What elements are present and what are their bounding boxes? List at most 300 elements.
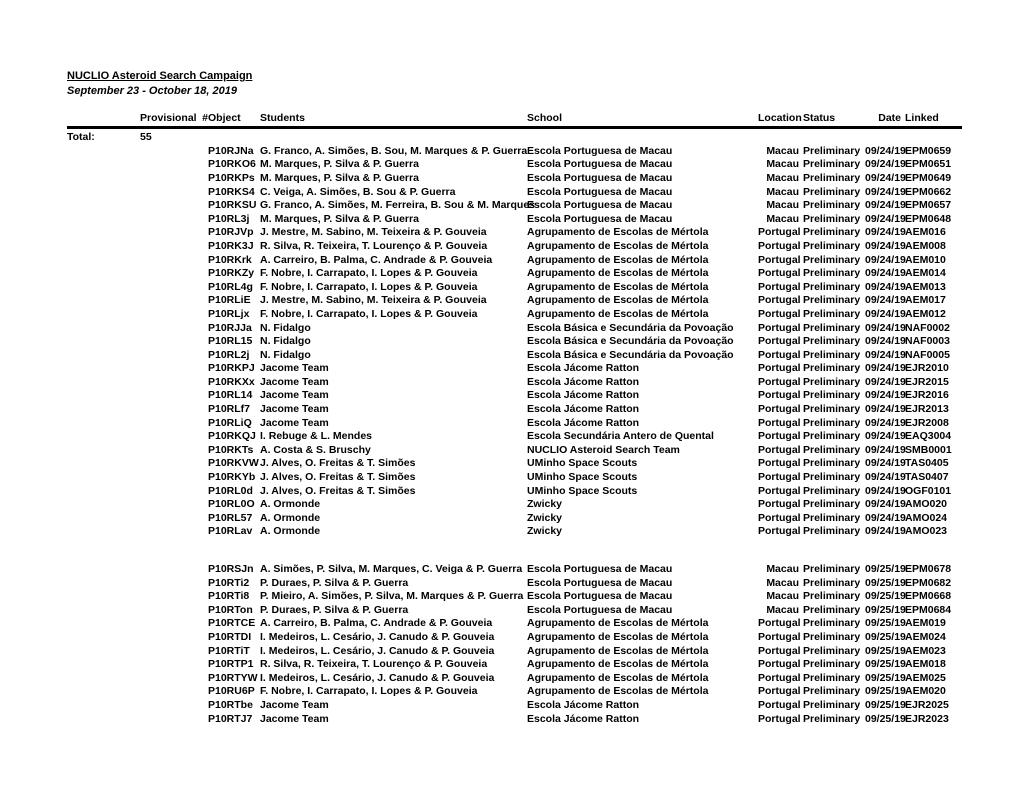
cell-students: F. Nobre, I. Carrapato, I. Lopes & P. Gouveia xyxy=(260,267,478,280)
cell-location: Portugal xyxy=(758,498,801,511)
cell-linked: AMO023 xyxy=(905,525,948,538)
cell-students: R. Silva, R. Teixeira, T. Lourenço & P. Gouveia xyxy=(260,239,488,252)
table-body xyxy=(67,144,962,725)
cell-linked: NAF0002 xyxy=(905,321,950,334)
cell-status: Preliminary xyxy=(803,685,861,698)
cell-object: P10RL2j xyxy=(208,348,250,361)
table-row xyxy=(67,685,962,699)
cell-date: 09/25/19 xyxy=(865,576,906,589)
table-row xyxy=(67,712,962,726)
cell-linked: EPM0662 xyxy=(905,185,952,198)
cell-status: Preliminary xyxy=(803,525,861,538)
cell-students: C. Veiga, A. Simões, B. Sou & P. Guerra xyxy=(260,185,456,198)
cell-location: Portugal xyxy=(758,335,801,348)
cell-linked: NAF0005 xyxy=(905,348,950,361)
cell-date: 09/24/19 xyxy=(865,362,906,375)
table-row xyxy=(67,212,962,226)
table-row xyxy=(67,617,962,631)
table-row xyxy=(67,321,962,335)
cell-object: P10RL15 xyxy=(208,335,253,348)
cell-linked: TAS0405 xyxy=(905,457,949,470)
cell-status: Preliminary xyxy=(803,403,861,416)
cell-date: 09/24/19 xyxy=(865,294,906,307)
cell-date: 09/24/19 xyxy=(865,416,906,429)
cell-linked: EPM0684 xyxy=(905,603,952,616)
section-gap xyxy=(67,538,962,562)
table-row xyxy=(67,253,962,267)
cell-students: I. Rebuge & L. Mendes xyxy=(260,430,373,443)
cell-linked: AEM019 xyxy=(905,617,946,630)
cell-location: Macau xyxy=(766,199,799,212)
cell-linked: AEM014 xyxy=(905,267,946,280)
table-row xyxy=(67,525,962,539)
cell-object: P10RL0O xyxy=(208,498,255,511)
cell-date: 09/24/19 xyxy=(865,307,906,320)
cell-students: A. Simões, P. Silva, M. Marques, C. Veiga & P. Guerra xyxy=(260,563,523,576)
cell-school: Agrupamento de Escolas de Mértola xyxy=(527,280,709,293)
cell-object: P10RTiT xyxy=(208,644,250,657)
cell-school: Escola Básica e Secundária da Povoação xyxy=(527,321,734,334)
cell-location: Macau xyxy=(766,144,799,157)
cell-date: 09/25/19 xyxy=(865,590,906,603)
cell-school: Agrupamento de Escolas de Mértola xyxy=(527,307,709,320)
cell-linked: AEM025 xyxy=(905,671,946,684)
cell-school: Escola Jácome Ratton xyxy=(527,416,640,429)
cell-linked: EJR2008 xyxy=(905,416,949,429)
cell-object: P10RLiQ xyxy=(208,416,252,429)
cell-object: P10RKXx xyxy=(208,375,255,388)
cell-location: Portugal xyxy=(758,471,801,484)
header-provisional: Provisional xyxy=(140,111,197,124)
cell-school: Agrupamento de Escolas de Mértola xyxy=(527,267,709,280)
cell-location: Portugal xyxy=(758,644,801,657)
cell-date: 09/25/19 xyxy=(865,603,906,616)
cell-students: Jacome Team xyxy=(260,416,329,429)
cell-date: 09/24/19 xyxy=(865,267,906,280)
table-row xyxy=(67,657,962,671)
cell-school: Escola Portuguesa de Macau xyxy=(527,185,673,198)
table-row xyxy=(67,266,962,280)
cell-object: P10RU6P xyxy=(208,685,255,698)
cell-status: Preliminary xyxy=(803,698,861,711)
page-subtitle: September 23 - October 18, 2019 xyxy=(67,85,237,97)
cell-students: P. Mieiro, A. Simões, P. Silva, M. Marques & P. Guerra xyxy=(260,590,524,603)
cell-object: P10RTDI xyxy=(208,630,252,643)
cell-linked: EAQ3004 xyxy=(905,430,952,443)
cell-object: P10RKSU xyxy=(208,199,257,212)
cell-linked: EPM0648 xyxy=(905,212,952,225)
cell-students: R. Silva, R. Teixeira, T. Lourenço & P. Gouveia xyxy=(260,658,488,671)
cell-location: Portugal xyxy=(758,389,801,402)
total-row xyxy=(67,129,962,144)
cell-location: Portugal xyxy=(758,362,801,375)
cell-students: Jacome Team xyxy=(260,712,329,725)
cell-date: 09/24/19 xyxy=(865,280,906,293)
cell-school: Agrupamento de Escolas de Mértola xyxy=(527,630,709,643)
cell-students: Jacome Team xyxy=(260,362,329,375)
cell-students: I. Medeiros, L. Cesário, J. Canudo & P. Gouveia xyxy=(260,671,495,684)
cell-date: 09/25/19 xyxy=(865,671,906,684)
cell-status: Preliminary xyxy=(803,416,861,429)
cell-location: Macau xyxy=(766,158,799,171)
cell-location: Macau xyxy=(766,185,799,198)
cell-object: P10RKYb xyxy=(208,471,256,484)
cell-location: Portugal xyxy=(758,416,801,429)
cell-linked: EJR2015 xyxy=(905,375,949,388)
cell-object: P10RTbe xyxy=(208,698,253,711)
cell-location: Portugal xyxy=(758,658,801,671)
cell-school: Agrupamento de Escolas de Mértola xyxy=(527,685,709,698)
cell-status: Preliminary xyxy=(803,226,861,239)
cell-date: 09/24/19 xyxy=(865,239,906,252)
cell-school: UMinho Space Scouts xyxy=(527,484,638,497)
cell-location: Portugal xyxy=(758,253,801,266)
cell-school: Agrupamento de Escolas de Mértola xyxy=(527,617,709,630)
cell-school: Escola Portuguesa de Macau xyxy=(527,212,673,225)
cell-linked: AEM018 xyxy=(905,658,946,671)
cell-location: Portugal xyxy=(758,348,801,361)
cell-students: A. Costa & S. Bruschy xyxy=(260,443,371,456)
cell-students: A. Carreiro, B. Palma, C. Andrade & P. Gouveia xyxy=(260,253,493,266)
table-row xyxy=(67,375,962,389)
cell-location: Portugal xyxy=(758,443,801,456)
cell-status: Preliminary xyxy=(803,171,861,184)
table-row xyxy=(67,497,962,511)
cell-status: Preliminary xyxy=(803,239,861,252)
cell-date: 09/24/19 xyxy=(865,335,906,348)
cell-object: P10RJNa xyxy=(208,144,254,157)
cell-location: Portugal xyxy=(758,685,801,698)
cell-status: Preliminary xyxy=(803,471,861,484)
cell-date: 09/24/19 xyxy=(865,443,906,456)
cell-status: Preliminary xyxy=(803,199,861,212)
cell-location: Portugal xyxy=(758,280,801,293)
cell-linked: AEM013 xyxy=(905,280,946,293)
cell-school: Agrupamento de Escolas de Mértola xyxy=(527,253,709,266)
cell-date: 09/25/19 xyxy=(865,658,906,671)
cell-status: Preliminary xyxy=(803,630,861,643)
cell-object: P10RL0d xyxy=(208,484,253,497)
table-row xyxy=(67,294,962,308)
cell-status: Preliminary xyxy=(803,335,861,348)
cell-date: 09/24/19 xyxy=(865,348,906,361)
cell-location: Portugal xyxy=(758,457,801,470)
cell-students: A. Ormonde xyxy=(260,525,321,538)
table-row xyxy=(67,185,962,199)
cell-status: Preliminary xyxy=(803,658,861,671)
table-row xyxy=(67,484,962,498)
cell-linked: EPM0657 xyxy=(905,199,952,212)
table-header-row xyxy=(67,109,962,129)
cell-school: Agrupamento de Escolas de Mértola xyxy=(527,671,709,684)
cell-date: 09/24/19 xyxy=(865,430,906,443)
cell-date: 09/24/19 xyxy=(865,321,906,334)
cell-status: Preliminary xyxy=(803,457,861,470)
cell-linked: AEM010 xyxy=(905,253,946,266)
cell-school: Escola Portuguesa de Macau xyxy=(527,158,673,171)
table-row xyxy=(67,144,962,158)
cell-linked: AMO020 xyxy=(905,498,948,511)
cell-school: Escola Jácome Ratton xyxy=(527,403,640,416)
cell-students: Jacome Team xyxy=(260,403,329,416)
cell-school: Agrupamento de Escolas de Mértola xyxy=(527,658,709,671)
cell-linked: AEM016 xyxy=(905,226,946,239)
cell-object: P10RTon xyxy=(208,603,253,616)
cell-location: Portugal xyxy=(758,239,801,252)
table-row xyxy=(67,644,962,658)
cell-date: 09/24/19 xyxy=(865,498,906,511)
cell-object: P10RLav xyxy=(208,525,253,538)
cell-school: Zwicky xyxy=(527,525,563,538)
cell-school: Escola Jácome Ratton xyxy=(527,712,640,725)
cell-status: Preliminary xyxy=(803,158,861,171)
cell-status: Preliminary xyxy=(803,144,861,157)
cell-status: Preliminary xyxy=(803,712,861,725)
cell-students: F. Nobre, I. Carrapato, I. Lopes & P. Gouveia xyxy=(260,307,478,320)
table-row xyxy=(67,603,962,617)
cell-linked: AMO024 xyxy=(905,511,948,524)
cell-status: Preliminary xyxy=(803,307,861,320)
cell-object: P10RTYW xyxy=(208,671,258,684)
cell-object: P10RJVp xyxy=(208,226,254,239)
cell-school: Zwicky xyxy=(527,498,563,511)
cell-location: Portugal xyxy=(758,671,801,684)
cell-location: Portugal xyxy=(758,484,801,497)
cell-school: Agrupamento de Escolas de Mértola xyxy=(527,239,709,252)
cell-object: P10RTP1 xyxy=(208,658,254,671)
table-row xyxy=(67,457,962,471)
total-value: 55 xyxy=(140,130,152,143)
cell-location: Portugal xyxy=(758,307,801,320)
cell-linked: EPM0651 xyxy=(905,158,952,171)
cell-object: P10RL4g xyxy=(208,280,253,293)
cell-students: A. Carreiro, B. Palma, C. Andrade & P. Gouveia xyxy=(260,617,493,630)
cell-school: Agrupamento de Escolas de Mértola xyxy=(527,294,709,307)
cell-students: I. Medeiros, L. Cesário, J. Canudo & P. Gouveia xyxy=(260,630,495,643)
table-row xyxy=(67,198,962,212)
cell-students: N. Fidalgo xyxy=(260,348,311,361)
cell-school: Escola Portuguesa de Macau xyxy=(527,563,673,576)
cell-date: 09/25/19 xyxy=(865,644,906,657)
table-row xyxy=(67,239,962,253)
cell-location: Macau xyxy=(766,563,799,576)
cell-school: Escola Portuguesa de Macau xyxy=(527,171,673,184)
cell-school: Escola Portuguesa de Macau xyxy=(527,590,673,603)
cell-students: J. Alves, O. Freitas & T. Simões xyxy=(260,484,416,497)
cell-linked: AEM024 xyxy=(905,630,946,643)
cell-location: Portugal xyxy=(758,403,801,416)
cell-students: J. Alves, O. Freitas & T. Simões xyxy=(260,457,416,470)
table-row xyxy=(67,280,962,294)
cell-school: Agrupamento de Escolas de Mértola xyxy=(527,226,709,239)
cell-object: P10RKrk xyxy=(208,253,252,266)
cell-location: Portugal xyxy=(758,698,801,711)
header-location: Location xyxy=(758,111,802,124)
cell-linked: AEM012 xyxy=(905,307,946,320)
cell-students: F. Nobre, I. Carrapato, I. Lopes & P. Gouveia xyxy=(260,280,478,293)
cell-students: G. Franco, A. Simões, M. Ferreira, B. Sou & M. Marques xyxy=(260,199,536,212)
cell-linked: EJR2010 xyxy=(905,362,949,375)
cell-date: 09/24/19 xyxy=(865,226,906,239)
cell-object: P10RSJn xyxy=(208,563,254,576)
cell-students: J. Mestre, M. Sabino, M. Teixeira & P. Gouveia xyxy=(260,294,487,307)
cell-status: Preliminary xyxy=(803,185,861,198)
cell-students: N. Fidalgo xyxy=(260,335,311,348)
cell-linked: EJR2025 xyxy=(905,698,949,711)
table-row xyxy=(67,171,962,185)
cell-location: Portugal xyxy=(758,630,801,643)
cell-object: P10RTi2 xyxy=(208,576,250,589)
cell-status: Preliminary xyxy=(803,576,861,589)
cell-school: Escola Básica e Secundária da Povoação xyxy=(527,335,734,348)
cell-status: Preliminary xyxy=(803,321,861,334)
cell-location: Portugal xyxy=(758,226,801,239)
cell-status: Preliminary xyxy=(803,590,861,603)
cell-students: P. Duraes, P. Silva & P. Guerra xyxy=(260,576,409,589)
cell-date: 09/25/19 xyxy=(865,617,906,630)
cell-object: P10RKTs xyxy=(208,443,254,456)
cell-linked: OGF0101 xyxy=(905,484,952,497)
cell-location: Portugal xyxy=(758,511,801,524)
cell-linked: EJR2016 xyxy=(905,389,949,402)
cell-status: Preliminary xyxy=(803,511,861,524)
cell-linked: AEM017 xyxy=(905,294,946,307)
cell-location: Portugal xyxy=(758,294,801,307)
cell-date: 09/25/19 xyxy=(865,563,906,576)
cell-location: Macau xyxy=(766,590,799,603)
cell-location: Portugal xyxy=(758,375,801,388)
cell-object: P10RKPs xyxy=(208,171,255,184)
cell-students: Jacome Team xyxy=(260,698,329,711)
cell-status: Preliminary xyxy=(803,348,861,361)
cell-location: Portugal xyxy=(758,430,801,443)
header-students: Students xyxy=(260,111,305,124)
cell-status: Preliminary xyxy=(803,443,861,456)
cell-date: 09/25/19 xyxy=(865,698,906,711)
header-status: Status xyxy=(803,111,836,124)
cell-location: Portugal xyxy=(758,617,801,630)
cell-linked: SMB0001 xyxy=(905,443,952,456)
cell-object: P10RTi8 xyxy=(208,590,250,603)
cell-students: Jacome Team xyxy=(260,375,329,388)
cell-location: Portugal xyxy=(758,525,801,538)
table-row xyxy=(67,334,962,348)
cell-object: P10RKZy xyxy=(208,267,255,280)
table-row xyxy=(67,158,962,172)
cell-date: 09/24/19 xyxy=(865,484,906,497)
table-row xyxy=(67,443,962,457)
table-row xyxy=(67,307,962,321)
campaign-table xyxy=(67,109,962,725)
cell-students: M. Marques, P. Silva & P. Guerra xyxy=(260,158,419,171)
table-row xyxy=(67,511,962,525)
cell-school: Agrupamento de Escolas de Mértola xyxy=(527,644,709,657)
cell-school: Escola Jácome Ratton xyxy=(527,375,640,388)
cell-status: Preliminary xyxy=(803,603,861,616)
cell-object: P10RKPJ xyxy=(208,362,255,375)
cell-date: 09/24/19 xyxy=(865,158,906,171)
header-date: Date xyxy=(878,111,901,124)
cell-school: Escola Secundária Antero de Quental xyxy=(527,430,714,443)
cell-object: P10RKO6 xyxy=(208,158,256,171)
cell-linked: EPM0678 xyxy=(905,563,952,576)
cell-date: 09/24/19 xyxy=(865,471,906,484)
table-row xyxy=(67,671,962,685)
cell-school: UMinho Space Scouts xyxy=(527,471,638,484)
cell-date: 09/24/19 xyxy=(865,185,906,198)
cell-location: Macau xyxy=(766,171,799,184)
cell-students: Jacome Team xyxy=(260,389,329,402)
cell-object: P10RTJ7 xyxy=(208,712,253,725)
cell-students: J. Alves, O. Freitas & T. Simões xyxy=(260,471,416,484)
total-label: Total: xyxy=(67,130,95,143)
cell-date: 09/24/19 xyxy=(865,457,906,470)
cell-location: Macau xyxy=(766,603,799,616)
cell-status: Preliminary xyxy=(803,498,861,511)
cell-students: F. Nobre, I. Carrapato, I. Lopes & P. Gouveia xyxy=(260,685,478,698)
table-row xyxy=(67,429,962,443)
cell-status: Preliminary xyxy=(803,280,861,293)
cell-linked: AEM023 xyxy=(905,644,946,657)
table-row xyxy=(67,698,962,712)
cell-status: Preliminary xyxy=(803,617,861,630)
cell-school: NUCLIO Asteroid Search Team xyxy=(527,443,680,456)
cell-object: P10RL3j xyxy=(208,212,250,225)
cell-object: P10RLiE xyxy=(208,294,251,307)
table-row xyxy=(67,630,962,644)
cell-date: 09/25/19 xyxy=(865,630,906,643)
cell-date: 09/24/19 xyxy=(865,375,906,388)
cell-date: 09/25/19 xyxy=(865,685,906,698)
cell-students: M. Marques, P. Silva & P. Guerra xyxy=(260,171,419,184)
table-row xyxy=(67,416,962,430)
cell-object: P10RL14 xyxy=(208,389,253,402)
cell-status: Preliminary xyxy=(803,644,861,657)
cell-school: Escola Portuguesa de Macau xyxy=(527,603,673,616)
cell-linked: EPM0682 xyxy=(905,576,952,589)
page-title: NUCLIO Asteroid Search Campaign xyxy=(67,70,253,82)
cell-status: Preliminary xyxy=(803,212,861,225)
table-row xyxy=(67,589,962,603)
cell-students: M. Marques, P. Silva & P. Guerra xyxy=(260,212,419,225)
cell-school: Escola Básica e Secundária da Povoação xyxy=(527,348,734,361)
cell-status: Preliminary xyxy=(803,267,861,280)
cell-school: UMinho Space Scouts xyxy=(527,457,638,470)
table-row xyxy=(67,389,962,403)
cell-object: P10RKVW xyxy=(208,457,259,470)
cell-linked: EPM0649 xyxy=(905,171,952,184)
cell-students: P. Duraes, P. Silva & P. Guerra xyxy=(260,603,409,616)
cell-school: Escola Jácome Ratton xyxy=(527,698,640,711)
cell-linked: EPM0668 xyxy=(905,590,952,603)
cell-school: Escola Portuguesa de Macau xyxy=(527,576,673,589)
cell-object: P10RLjx xyxy=(208,307,250,320)
cell-date: 09/24/19 xyxy=(865,199,906,212)
cell-status: Preliminary xyxy=(803,294,861,307)
cell-location: Portugal xyxy=(758,267,801,280)
cell-date: 09/24/19 xyxy=(865,253,906,266)
cell-status: Preliminary xyxy=(803,389,861,402)
table-row xyxy=(67,470,962,484)
cell-school: Escola Jácome Ratton xyxy=(527,362,640,375)
cell-status: Preliminary xyxy=(803,430,861,443)
cell-object: P10RL57 xyxy=(208,511,253,524)
cell-status: Preliminary xyxy=(803,375,861,388)
table-row xyxy=(67,348,962,362)
header-number: # xyxy=(202,111,208,124)
table-row xyxy=(67,562,962,576)
table-row xyxy=(67,402,962,416)
